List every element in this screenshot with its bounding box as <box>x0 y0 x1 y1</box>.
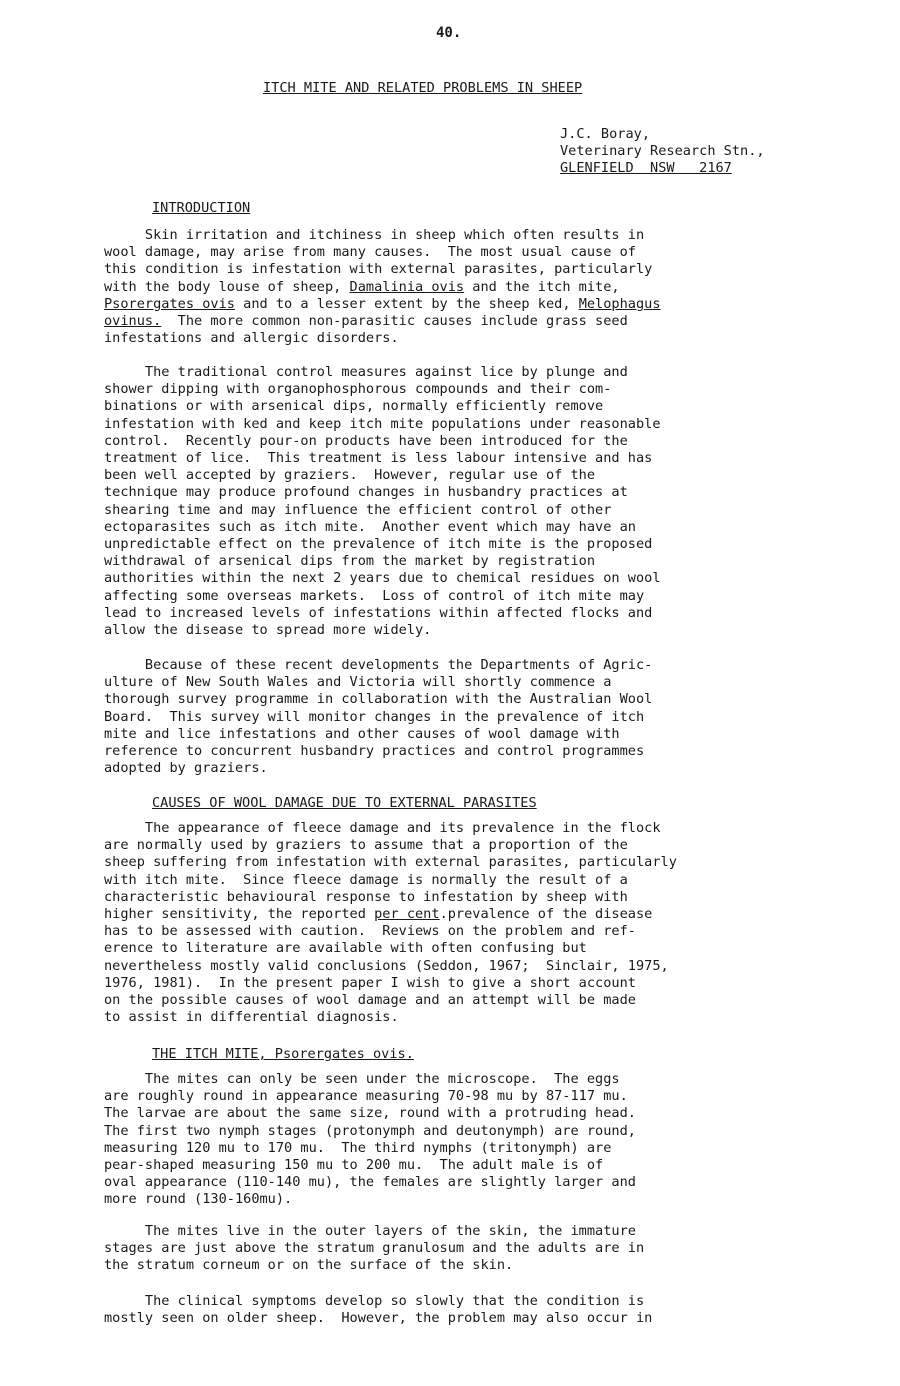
text-line: nevertheless mostly valid conclusions (Seddon, 1967; Sinclair, 1975, <box>104 957 669 974</box>
text-line: infestations and allergic disorders. <box>104 330 399 347</box>
text-line: with itch mite. Since fleece damage is normally the result of a <box>104 871 628 888</box>
text-line: oval appearance (110-140 mu), the females are slightly larger and <box>104 1174 636 1191</box>
text-line: adopted by graziers. <box>104 760 268 777</box>
text-line: The traditional control measures against lice by plunge and <box>104 364 628 380</box>
text-line: shearing time and may influence the efficient control of other <box>104 501 612 518</box>
text-line: unpredictable effect on the prevalence of itch mite is the proposed <box>104 536 653 553</box>
document-title: ITCH MITE AND RELATED PROBLEMS IN SHEEP <box>263 80 583 96</box>
text-line: ulture of New South Wales and Victoria will shortly commence a <box>104 674 612 691</box>
introduction-paragraph-2 <box>104 364 661 639</box>
text-line: allow the disease to spread more widely. <box>104 622 432 639</box>
text-line: The mites can only be seen under the microscope. The eggs <box>104 1071 620 1087</box>
section-heading-causes: CAUSES OF WOOL DAMAGE DUE TO EXTERNAL PARASITES <box>152 795 537 811</box>
text-line: technique may produce profound changes in husbandry practices at <box>104 484 628 501</box>
author-name: J.C. Boray, <box>560 126 651 142</box>
page-number: 40. <box>436 25 462 41</box>
text-line: affecting some overseas markets. Loss of control of itch mite may <box>104 587 645 604</box>
text-line: treatment of lice. This treatment is less labour intensive and has <box>104 450 653 467</box>
text-line: more round (130-160mu). <box>104 1191 293 1208</box>
text-line: 1976, 1981). In the present paper I wish to give a short account <box>104 974 636 991</box>
text-line: The larvae are about the same size, round with a protruding head. <box>104 1105 636 1122</box>
species-name: Melophagus <box>578 295 661 312</box>
text-line: Because of these recent developments the Departments of Agric- <box>104 657 653 673</box>
text-line: Board. This survey will monitor changes in the prevalence of itch <box>104 708 645 725</box>
text-line: thorough survey programme in collaboration with the Australian Wool <box>104 691 653 708</box>
text-line: The first two nymph stages (protonymph and deutonymph) are round, <box>104 1122 636 1139</box>
text-line: binations or with arsenical dips, normally efficiently remove <box>104 398 604 415</box>
text-line: the stratum corneum or on the surface of the skin. <box>104 1257 514 1274</box>
itch-mite-paragraph-1 <box>104 1071 636 1209</box>
text-line: measuring 120 mu to 170 mu. The third nymphs (tritonymph) are <box>104 1139 612 1156</box>
latin-term: per cent <box>374 906 440 923</box>
text-line: lead to increased levels of infestations within affected flocks and <box>104 604 653 621</box>
text-line: infestation with ked and keep itch mite populations under reasonable <box>104 415 661 432</box>
text-line: this condition is infestation with external parasites, particularly <box>104 261 653 278</box>
causes-paragraph-1 <box>104 820 677 1026</box>
text-line: higher sensitivity, the reported per cent.prevalence of the disease <box>104 906 653 923</box>
text-line: reference to concurrent husbandry practices and control programmes <box>104 743 645 760</box>
text-line: authorities within the next 2 years due to chemical residues on wool <box>104 570 661 587</box>
text-line: wool damage, may arise from many causes. The most usual cause of <box>104 244 636 261</box>
text-line: control. Recently pour-on products have been introduced for the <box>104 432 628 449</box>
text-line: pear-shaped measuring 150 mu to 200 mu. The adult male is of <box>104 1157 604 1174</box>
text-line: stages are just above the stratum granulosum and the adults are in <box>104 1240 645 1257</box>
text-line: mostly seen on older sheep. However, the problem may also occur in <box>104 1310 653 1327</box>
text-line: ectoparasites such as itch mite. Another event which may have an <box>104 518 636 535</box>
text-line: ovinus. The more common non-parasitic causes include grass seed <box>104 313 628 330</box>
text-line: mite and lice infestations and other causes of wool damage with <box>104 725 620 742</box>
text-line: are normally used by graziers to assume that a proportion of the <box>104 837 628 854</box>
text-line: shower dipping with organophosphorous compounds and their com- <box>104 381 612 398</box>
text-line: on the possible causes of wool damage and an attempt will be made <box>104 992 636 1009</box>
section-heading-introduction: INTRODUCTION <box>152 200 251 216</box>
text-line: erence to literature are available with often confusing but <box>104 940 587 957</box>
author-institution: Veterinary Research Stn., <box>560 143 765 159</box>
author-address: GLENFIELD NSW 2167 <box>560 160 732 176</box>
species-name: Psorergates ovis <box>104 295 235 312</box>
section-heading-itch-mite: THE ITCH MITE, Psorergates ovis. <box>152 1046 414 1062</box>
text-line: with the body louse of sheep, Damalinia ovis and the itch mite, <box>104 278 620 295</box>
text-line: characteristic behavioural response to infestation by sheep with <box>104 888 628 905</box>
species-name: ovinus. <box>104 313 162 330</box>
introduction-paragraph-3 <box>104 657 652 777</box>
author-block <box>560 126 765 177</box>
text-line: Psorergates ovis and to a lesser extent by the sheep ked, Melophagus <box>104 295 661 312</box>
text-line: been well accepted by graziers. However, regular use of the <box>104 467 596 484</box>
text-line: The appearance of fleece damage and its prevalence in the flock <box>104 820 661 836</box>
itch-mite-paragraph-2 <box>104 1223 644 1275</box>
text-line: are roughly round in appearance measuring 70-98 mu by 87-117 mu. <box>104 1088 628 1105</box>
text-line: to assist in differential diagnosis. <box>104 1009 399 1026</box>
text-line: sheep suffering from infestation with external parasites, particularly <box>104 854 677 871</box>
species-name: Damalinia ovis <box>349 278 465 295</box>
introduction-paragraph-1 <box>104 227 661 347</box>
text-line: The mites live in the outer layers of the skin, the immature <box>104 1223 636 1239</box>
text-line: Skin irritation and itchiness in sheep which often results in <box>104 227 645 243</box>
text-line: The clinical symptoms develop so slowly that the condition is <box>104 1293 645 1309</box>
text-line: withdrawal of arsenical dips from the market by registration <box>104 553 596 570</box>
itch-mite-paragraph-3 <box>104 1293 652 1327</box>
text-line: has to be assessed with caution. Reviews on the problem and ref- <box>104 923 636 940</box>
